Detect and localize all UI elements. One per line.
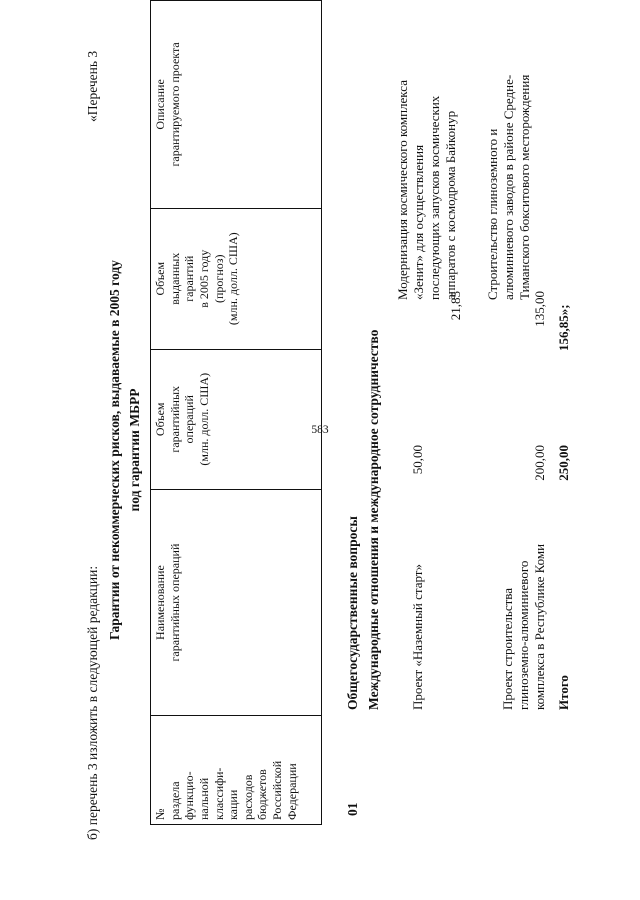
page-number: 583 [311, 424, 329, 436]
header-cell-description [151, 1, 322, 209]
header-name-text: Наименование гарантийных операций [153, 543, 182, 662]
guarantees-table-header [150, 0, 322, 825]
total-operations-volume: 250,00 [556, 445, 571, 481]
row-2-operations-volume: 200,00 [532, 445, 547, 481]
row-1-operations-volume: 50,00 [410, 445, 425, 475]
header-code-text: № раздела функцио- нальной классифи- кации расходов бюджетов Российской Федерации [153, 760, 299, 820]
header-cell-code [151, 716, 322, 825]
section-title: Общегосударственные вопросы [345, 516, 360, 710]
row-2-description: Строительство глиноземного и алюминиевого заводов в районе Средне- Тиманского бокситового месторождения [485, 74, 533, 300]
header-issued-volume-text: Объем выданных гарантий в 2005 году (прогноз) (млн. долл. США) [153, 232, 241, 326]
row-1-name: Проект «Наземный старт» [410, 564, 425, 710]
row-2-issued-volume: 135,00 [532, 291, 547, 327]
row-1-description: Модернизация космического комплекса «Зенит» для осуществления последующих запусков космических аппаратов с космодрома Байконур [395, 80, 459, 300]
header-description-text: Описание гарантируемого проекта [153, 42, 182, 167]
total-issued-volume: 156,85»; [556, 304, 571, 351]
header-cell-name [151, 489, 322, 715]
amendment-intro: б) перечень 3 изложить в следующей редакции: [85, 565, 100, 840]
row-2-name: Проект строительства глиноземно-алюминиевого комплекса в Республике Коми [500, 543, 548, 710]
subsection-title: Международные отношения и международное сотрудничество [366, 329, 381, 710]
table-title: Гарантии от некоммерческих рисков, выдаваемые в 2005 году [107, 260, 122, 640]
total-label: Итого [556, 675, 571, 710]
header-cell-operations-volume [151, 349, 322, 489]
list-label: «Перечень 3 [85, 50, 100, 122]
row-1-issued-volume: 21,85 [448, 291, 463, 321]
section-code: 01 [345, 802, 360, 816]
header-operations-volume-text: Объем гарантийных операций (млн. долл. США) [153, 372, 211, 466]
table-subtitle: под гарантии МБРР [127, 388, 142, 512]
header-cell-issued-volume [151, 208, 322, 349]
